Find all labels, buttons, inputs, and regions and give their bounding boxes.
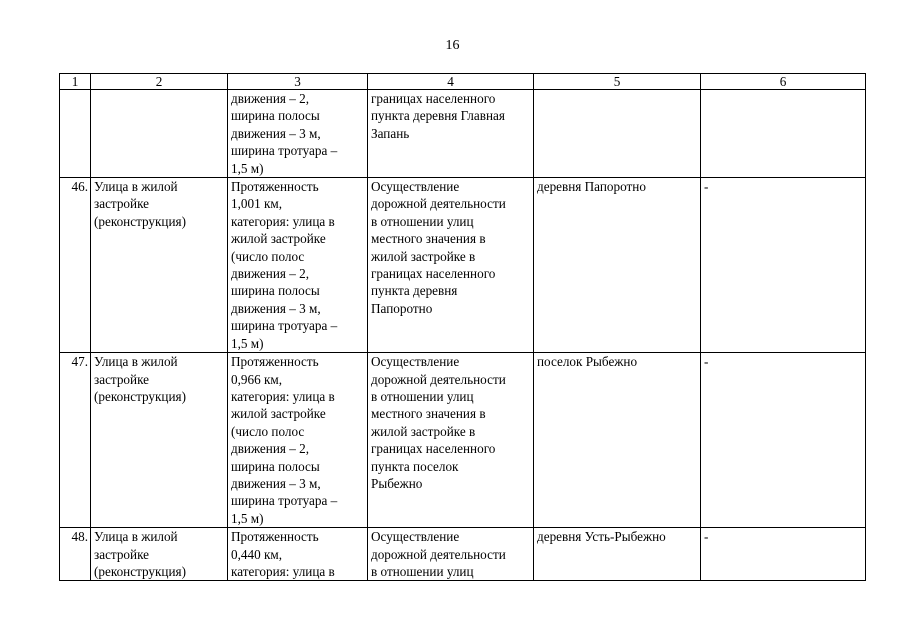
object-name: Улица в жилой застройке (реконструкция) xyxy=(91,353,228,528)
object-purpose: границах населенного пункта деревня Главная Запань xyxy=(368,90,534,178)
objects-table xyxy=(59,73,866,581)
object-zone xyxy=(701,90,866,178)
column-header: 4 xyxy=(368,74,534,90)
column-header: 6 xyxy=(701,74,866,90)
object-name: Улица в жилой застройке (реконструкция) xyxy=(91,178,228,353)
object-characteristics: Протяженность 0,440 км, категория: улица в xyxy=(228,528,368,581)
table-row-continued xyxy=(60,90,866,178)
column-header: 2 xyxy=(91,74,228,90)
page-number: 16 xyxy=(445,38,460,53)
object-location xyxy=(534,90,701,178)
object-location: деревня Усть-Рыбежно xyxy=(534,528,701,581)
object-zone: - xyxy=(701,353,866,528)
table-row xyxy=(60,528,866,581)
row-number: 48. xyxy=(60,528,91,581)
object-location: поселок Рыбежно xyxy=(534,353,701,528)
object-characteristics: Протяженность 0,966 км, категория: улица в жилой застройке (число полос движения – 2, ширина полосы движения – 3 м, ширина тротуара – 1,5 м) xyxy=(228,353,368,528)
object-purpose: Осуществление дорожной деятельности в отношении улиц местного значения в жилой застройке в границах населенного пункта деревня Папоротно xyxy=(368,178,534,353)
row-number xyxy=(60,90,91,178)
object-zone: - xyxy=(701,528,866,581)
column-header: 1 xyxy=(60,74,91,90)
row-number: 47. xyxy=(60,353,91,528)
object-zone: - xyxy=(701,178,866,353)
object-location: деревня Папоротно xyxy=(534,178,701,353)
column-header: 5 xyxy=(534,74,701,90)
object-characteristics: движения – 2, ширина полосы движения – 3 м, ширина тротуара – 1,5 м) xyxy=(228,90,368,178)
object-characteristics: Протяженность 1,001 км, категория: улица в жилой застройке (число полос движения – 2, ширина полосы движения – 3 м, ширина тротуара – 1,5 м) xyxy=(228,178,368,353)
table-row xyxy=(60,178,866,353)
table-header-row xyxy=(60,74,866,90)
object-name xyxy=(91,90,228,178)
object-name: Улица в жилой застройке (реконструкция) xyxy=(91,528,228,581)
table-row xyxy=(60,353,866,528)
column-header: 3 xyxy=(228,74,368,90)
object-purpose: Осуществление дорожной деятельности в отношении улиц местного значения в жилой застройке в границах населенного пункта поселок Рыбежно xyxy=(368,353,534,528)
object-purpose: Осуществление дорожной деятельности в отношении улиц xyxy=(368,528,534,581)
row-number: 46. xyxy=(60,178,91,353)
